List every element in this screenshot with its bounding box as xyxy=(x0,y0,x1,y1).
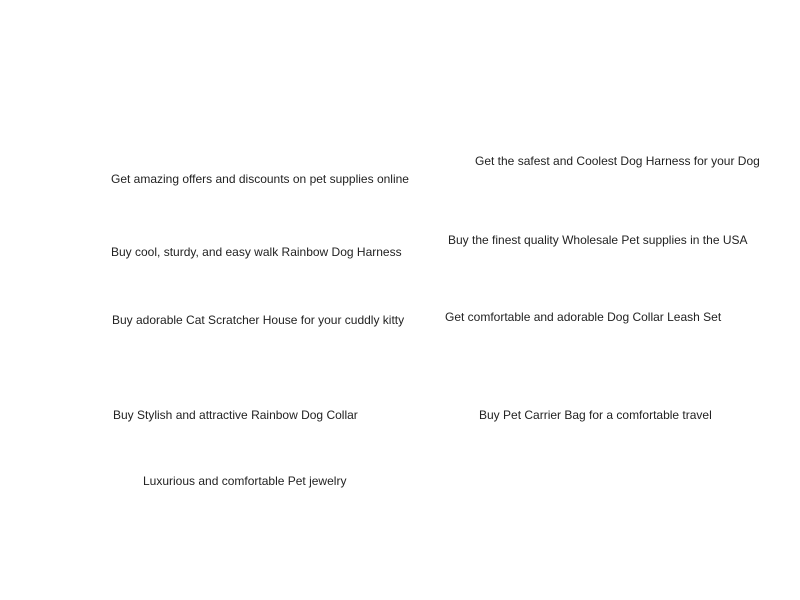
link-wholesale-pet-supplies[interactable]: Buy the finest quality Wholesale Pet supplies in the USA xyxy=(448,233,748,247)
link-rainbow-dog-collar[interactable]: Buy Stylish and attractive Rainbow Dog Collar xyxy=(113,408,358,422)
link-pet-carrier-bag[interactable]: Buy Pet Carrier Bag for a comfortable travel xyxy=(479,408,712,422)
link-dog-collar-leash-set[interactable]: Get comfortable and adorable Dog Collar Leash Set xyxy=(445,310,722,324)
link-pet-jewelry[interactable]: Luxurious and comfortable Pet jewelry xyxy=(143,474,347,488)
link-pet-supplies-offers[interactable]: Get amazing offers and discounts on pet supplies online xyxy=(111,172,409,186)
link-cat-scratcher-house[interactable]: Buy adorable Cat Scratcher House for your cuddly kitty xyxy=(112,313,405,327)
link-rainbow-dog-harness[interactable]: Buy cool, sturdy, and easy walk Rainbow Dog Harness xyxy=(111,245,402,259)
link-dog-harness-safest[interactable]: Get the safest and Coolest Dog Harness for your Dog xyxy=(475,154,760,168)
